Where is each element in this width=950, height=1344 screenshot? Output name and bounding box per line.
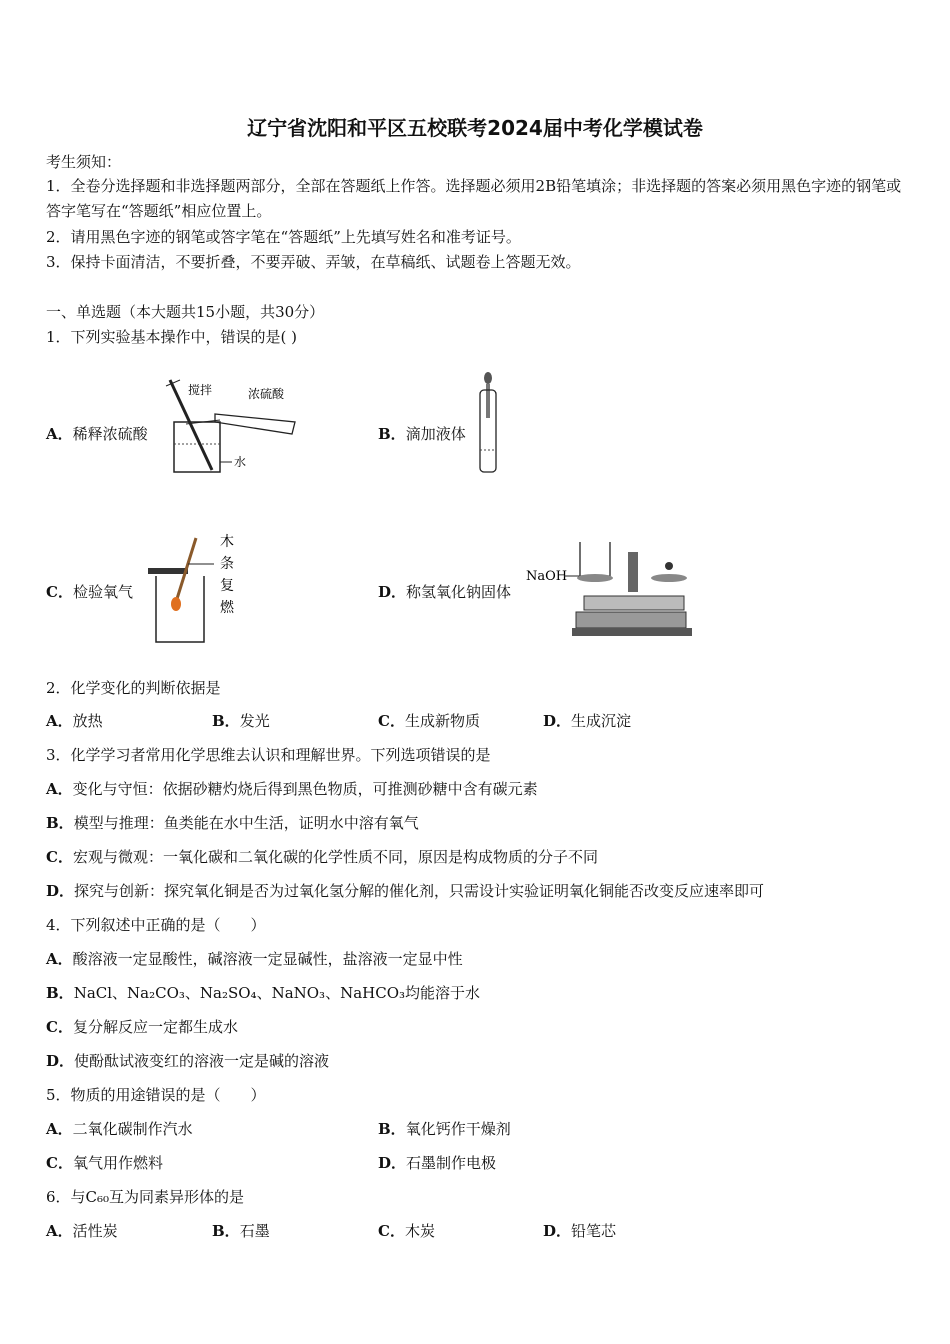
left-pan <box>577 574 613 582</box>
option-label: B． <box>212 1222 240 1240</box>
option-label: D． <box>378 583 407 601</box>
balance-foot <box>572 628 692 636</box>
q5-option-d[interactable] <box>378 1153 496 1173</box>
option-label: C． <box>46 583 73 601</box>
option-label: B． <box>46 984 74 1002</box>
option-label: D． <box>378 1154 407 1172</box>
q6-option-b[interactable] <box>212 1221 270 1241</box>
option-label: B． <box>378 1120 406 1138</box>
option-label: A． <box>46 425 73 443</box>
q2-option-b[interactable] <box>212 711 270 731</box>
flame <box>171 597 181 611</box>
option-text: 探究与创新：探究氧化铜是否为过氧化氢分解的催化剂，只需设计实验证明氧化铜能否改变反应速率即可 <box>74 882 765 900</box>
option-label: A． <box>46 950 73 968</box>
notice-item-3: 3．保持卡面清洁，不要折叠，不要弄破、弄皱，在草稿纸、试题卷上答题无效。 <box>46 253 581 271</box>
q3-option-b[interactable] <box>46 813 419 833</box>
measuring-cylinder <box>215 414 295 434</box>
q5-stem: 5．物质的用途错误的是（ ） <box>46 1086 266 1104</box>
option-text: 二氧化碳制作汽水 <box>72 1120 193 1138</box>
option-text: 变化与守恒：依据砂糖灼烧后得到黑色物质，可推测砂糖中含有碳元素 <box>72 780 538 798</box>
option-label: D． <box>46 1052 75 1070</box>
option-text: 宏观与微观：一氧化碳和二氧化碳的化学性质不同，原因是构成物质的分子不同 <box>72 848 598 866</box>
label-acid: 浓硫酸 <box>248 387 285 401</box>
option-label: D． <box>46 882 75 900</box>
option-label: B． <box>212 712 240 730</box>
option-label: C． <box>46 848 73 866</box>
option-text: 稀释浓硫酸 <box>72 425 148 443</box>
q1-option-b[interactable] <box>378 424 466 444</box>
q2-option-c[interactable] <box>378 711 480 731</box>
q3-option-c[interactable] <box>46 847 598 867</box>
q4-option-a[interactable] <box>46 949 463 969</box>
option-text: 木炭 <box>404 1222 435 1240</box>
notice-item-1: 1．全卷分选择题和非选择题两部分，全部在答题纸上作答。选择题必须用2B铅笔填涂；非选择题的答案必须用黑色字迹的钢笔或答字笔写在“答题纸”相应位置上。 <box>46 177 902 220</box>
q3-option-d[interactable] <box>46 881 764 901</box>
option-label: A． <box>46 780 73 798</box>
option-text: 生成新物质 <box>404 712 480 730</box>
dropper-tube <box>486 384 490 418</box>
option-label: D． <box>543 712 572 730</box>
option-label: B． <box>378 425 406 443</box>
option-text: 模型与推理：鱼类能在水中生活，证明水中溶有氧气 <box>73 814 419 832</box>
label-water: 水 <box>234 455 247 469</box>
option-text: 复分解反应一定都生成水 <box>72 1018 238 1036</box>
label-char-3: 复 <box>220 578 234 594</box>
option-text: 酸溶液一定显酸性，碱溶液一定显碱性，盐溶液一定显中性 <box>72 950 463 968</box>
label-naoh: NaOH <box>526 569 568 584</box>
option-text: 生成沉淀 <box>571 712 632 730</box>
section-heading: 一、单选题（本大题共15小题，共30分） <box>46 303 325 321</box>
label-char-1: 木 <box>220 534 234 550</box>
q3-stem: 3．化学学习者常用化学思维去认识和理解世界。下列选项错误的是 <box>46 746 491 764</box>
option-label: C． <box>378 1222 405 1240</box>
option-label: C． <box>46 1154 73 1172</box>
option-label: A． <box>46 1120 73 1138</box>
q1-option-a[interactable] <box>46 424 148 444</box>
q6-option-a[interactable] <box>46 1221 118 1241</box>
dropper-bulb <box>484 372 492 384</box>
q1-option-c[interactable] <box>46 582 133 602</box>
q4-option-c[interactable] <box>46 1017 238 1037</box>
q4-option-b[interactable] <box>46 983 480 1003</box>
q3-option-a[interactable] <box>46 779 538 799</box>
option-text: 活性炭 <box>72 1222 118 1240</box>
balance-pillar <box>628 552 638 592</box>
glass-plate <box>148 568 188 574</box>
balance-figure <box>524 536 692 644</box>
page-title: 辽宁省沈阳和平区五校联考2024届中考化学模试卷 <box>247 116 703 140</box>
option-label: B． <box>46 814 74 832</box>
option-text: 使酚酞试液变红的溶液一定是碱的溶液 <box>74 1052 330 1070</box>
option-text: NaCl、Na₂CO₃、Na₂SO₄、NaNO₃、NaHCO₃均能溶于水 <box>73 984 481 1002</box>
notice-item-2: 2．请用黑色字迹的钢笔或答字笔在“答题纸”上先填写姓名和准考证号。 <box>46 228 521 246</box>
q6-option-c[interactable] <box>378 1221 435 1241</box>
beaker <box>174 422 220 472</box>
option-label: C． <box>378 712 405 730</box>
q5-option-c[interactable] <box>46 1153 163 1173</box>
option-text: 滴加液体 <box>405 425 466 443</box>
q4-stem: 4．下列叙述中正确的是（ ） <box>46 916 266 934</box>
q6-stem: 6．与C₆₀互为同素异形体的是 <box>46 1188 245 1206</box>
oxygen-test-figure <box>148 528 243 648</box>
weight <box>665 562 673 570</box>
option-label: A． <box>46 712 73 730</box>
option-text: 氧气用作燃料 <box>72 1154 163 1172</box>
option-label: C． <box>46 1018 73 1036</box>
option-text: 氧化钙作干燥剂 <box>405 1120 511 1138</box>
option-text: 石墨制作电极 <box>406 1154 497 1172</box>
dropper-figure <box>474 370 502 480</box>
right-pan <box>651 574 687 582</box>
option-text: 石墨 <box>239 1222 270 1240</box>
q2-stem: 2．化学变化的判断依据是 <box>46 679 221 697</box>
option-text: 铅笔芯 <box>571 1222 617 1240</box>
label-char-4: 燃 <box>220 600 234 616</box>
option-text: 发光 <box>239 712 270 730</box>
option-text: 放热 <box>72 712 103 730</box>
label-char-2: 条 <box>220 556 234 572</box>
dilute-acid-figure <box>160 372 310 482</box>
q1-stem: 1．下列实验基本操作中，错误的是( ) <box>46 328 298 346</box>
option-label: D． <box>543 1222 572 1240</box>
label-stir: 搅拌 <box>188 383 213 397</box>
q5-option-b[interactable] <box>378 1119 511 1139</box>
q1-option-d[interactable] <box>378 582 511 602</box>
q5-option-a[interactable] <box>46 1119 193 1139</box>
notice-heading: 考生须知： <box>46 153 122 171</box>
weigh-beaker <box>580 542 610 576</box>
option-text: 检验氧气 <box>72 583 133 601</box>
q2-option-d[interactable] <box>543 711 631 731</box>
q6-option-d[interactable] <box>543 1221 616 1241</box>
balance-scale <box>584 596 684 610</box>
option-text: 称氢氧化钠固体 <box>406 583 512 601</box>
q4-option-d[interactable] <box>46 1051 329 1071</box>
q2-option-a[interactable] <box>46 711 103 731</box>
balance-base <box>576 612 686 628</box>
option-label: A． <box>46 1222 73 1240</box>
